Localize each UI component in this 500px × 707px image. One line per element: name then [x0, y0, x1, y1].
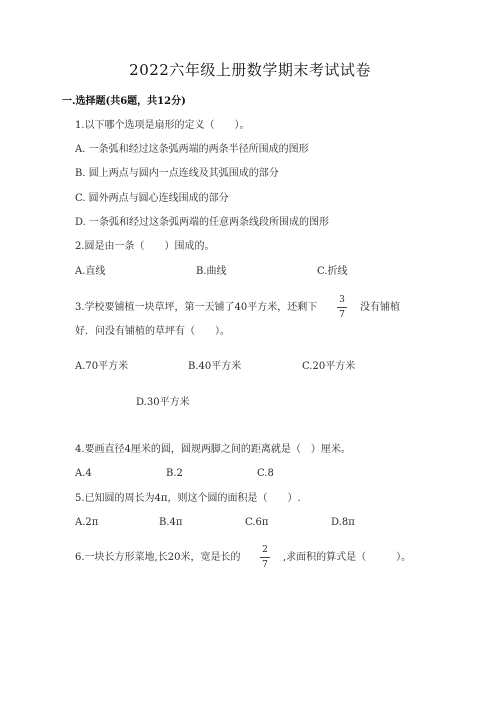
- question-3-fraction: [335, 295, 349, 320]
- fraction-numerator: 2: [262, 545, 268, 555]
- fraction-denominator: 7: [339, 310, 345, 320]
- question-5-option-b: B.4π: [159, 517, 183, 528]
- fraction-denominator: 7: [262, 560, 268, 570]
- question-5-option-c: C.6π: [245, 517, 269, 528]
- question-5-option-d: D.8π: [331, 517, 355, 528]
- question-4-stem: 4.要画直径4厘米的圆，圆规两脚之间的距离就是（ ）厘米。: [75, 444, 351, 455]
- page-title: 2022六年级上册数学期末考试试卷: [129, 61, 371, 79]
- fraction-numerator: 3: [339, 295, 345, 305]
- question-1-stem: 1.以下哪个选项是扇形的定义（ ）。: [75, 120, 250, 131]
- question-3-option-d: D.30平方米: [136, 397, 190, 408]
- question-3-option-c: C.20平方米: [302, 361, 356, 372]
- question-5-stem: 5.已知圆的周长为4π，则这个圆的面积是（ ）.: [75, 493, 301, 504]
- question-2-stem: 2.圆是由一条（ ）围成的。: [75, 241, 215, 252]
- question-1-option-b: B. 圆上两点与圆内一点连线及其弧围成的部分: [75, 168, 279, 179]
- fraction-bar: [337, 307, 347, 308]
- question-3-stem-line2: 好．问没有铺植的草坪有（ ）。: [75, 326, 230, 337]
- question-2-option-a: A.直线: [75, 266, 106, 277]
- question-4-option-c: C.8: [257, 468, 274, 479]
- fraction-bar: [260, 557, 270, 558]
- question-3-stem-part2: 没有铺植: [360, 302, 400, 313]
- question-5-option-a: A.2π: [75, 517, 99, 528]
- question-6-stem-part1: 6.一块长方形菜地,长20米，宽是长的: [75, 552, 241, 563]
- section-heading: 一.选择题(共6题，共12分): [62, 96, 186, 107]
- question-3-stem-part1: 3.学校要铺植一块草坪，第一天铺了40平方米，还剩下: [75, 302, 318, 313]
- question-2-option-c: C.折线: [317, 266, 348, 277]
- question-2-option-b: B.曲线: [196, 266, 227, 277]
- question-6-stem-part2: ,求面积的算式是（ ）。: [283, 552, 412, 563]
- question-1-option-c: C. 圆外两点与圆心连线围成的部分: [75, 193, 229, 204]
- question-4-option-a: A.4: [75, 468, 92, 479]
- question-6-fraction: [258, 545, 272, 570]
- question-3-option-a: A.70平方米: [75, 361, 129, 372]
- question-1-option-a: A. 一条弧和经过这条弧两端的两条半径所围成的图形: [75, 144, 309, 155]
- question-1-option-d: D. 一条弧和经过这条弧两端的任意两条线段所围成的图形: [75, 217, 330, 228]
- question-4-option-b: B.2: [166, 468, 183, 479]
- question-3-option-b: B.40平方米: [188, 361, 242, 372]
